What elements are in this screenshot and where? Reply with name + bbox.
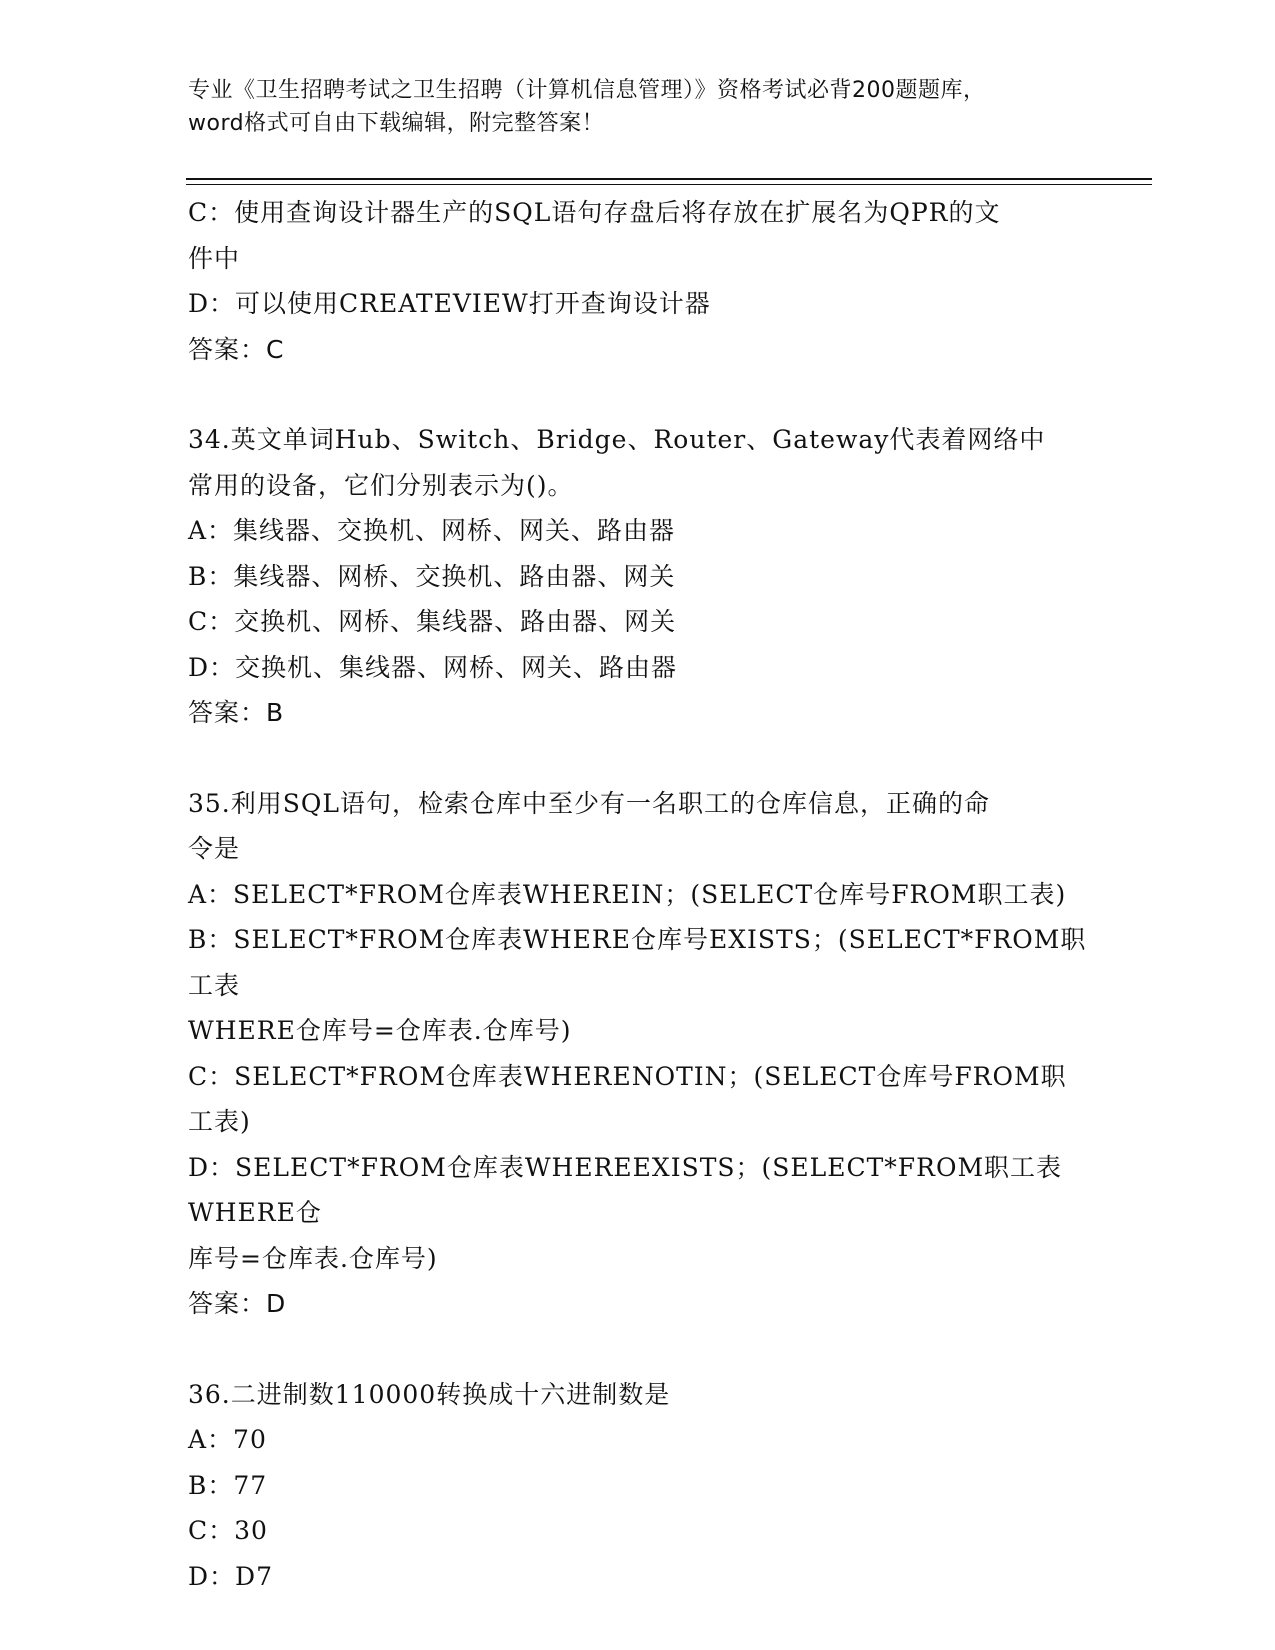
option-d-line-1: D：SELECT*FROM仓库表WHEREEXISTS；(SELECT*FROM职工表WHERE仓: [188, 1152, 1063, 1227]
document-body: [188, 190, 1088, 1599]
option-d-line-2: 库号=仓库表.仓库号): [188, 1243, 438, 1273]
question-36: [188, 1372, 1088, 1600]
spacer: [188, 736, 1088, 781]
question-stem: 36.二进制数110000转换成十六进制数是: [188, 1379, 671, 1409]
option-c: C：SELECT*FROM仓库表WHERENOTIN；(SELECT仓库号FROM职工表): [188, 1061, 1067, 1136]
option-c: C：30: [188, 1516, 268, 1545]
option-a: A：70: [188, 1425, 267, 1454]
header-line-2: word格式可自由下载编辑，附完整答案！: [188, 111, 605, 136]
spacer: [188, 372, 1088, 417]
question-stem-line-2: 令是: [188, 834, 241, 863]
option-b: B：集线器、网桥、交换机、路由器、网关: [188, 561, 676, 591]
question-33-tail: [188, 190, 1088, 372]
spacer: [188, 1327, 1088, 1372]
question-35: [188, 781, 1088, 1327]
option-c: C：交换机、网桥、集线器、路由器、网关: [188, 607, 677, 636]
option-b: B：77: [188, 1470, 268, 1500]
question-stem-line-2: 常用的设备，它们分别表示为()。: [188, 470, 574, 500]
option-a: A：集线器、交换机、网桥、网关、路由器: [188, 516, 676, 545]
answer: 答案：D: [188, 1289, 287, 1318]
document-header: [188, 74, 1088, 140]
option-d: D：可以使用CREATEVIEW打开查询设计器: [188, 289, 711, 318]
question-stem-line-1: 35.利用SQL语句，检索仓库中至少有一名职工的仓库信息，正确的命: [188, 788, 990, 818]
question-34: [188, 417, 1088, 736]
answer: 答案：B: [188, 698, 285, 727]
question-stem-line-1: 34.英文单词Hub、Switch、Bridge、Router、Gateway代表着网络中: [188, 425, 1046, 454]
header-divider-thick: [186, 178, 1152, 180]
option-b-line-2: WHERE仓库号=仓库表.仓库号): [188, 1016, 572, 1045]
option-b-line-1: B：SELECT*FROM仓库表WHERE仓库号EXISTS；(SELECT*FROM职工表: [188, 925, 1087, 1000]
option-d: D：D7: [188, 1561, 273, 1591]
answer: 答案：C: [188, 334, 285, 364]
option-a: A：SELECT*FROM仓库表WHEREIN；(SELECT仓库号FROM职工表): [188, 879, 1067, 909]
option-c-line-2: 件中: [188, 243, 241, 273]
option-d: D：交换机、集线器、网桥、网关、路由器: [188, 652, 678, 682]
header-line-1: 专业《卫生招聘考试之卫生招聘（计算机信息管理）》资格考试必背200题题库，: [188, 78, 986, 103]
option-c-line-1: C：使用查询设计器生产的SQL语句存盘后将存放在扩展名为QPR的文: [188, 198, 1001, 227]
header-divider-thin: [186, 184, 1152, 185]
